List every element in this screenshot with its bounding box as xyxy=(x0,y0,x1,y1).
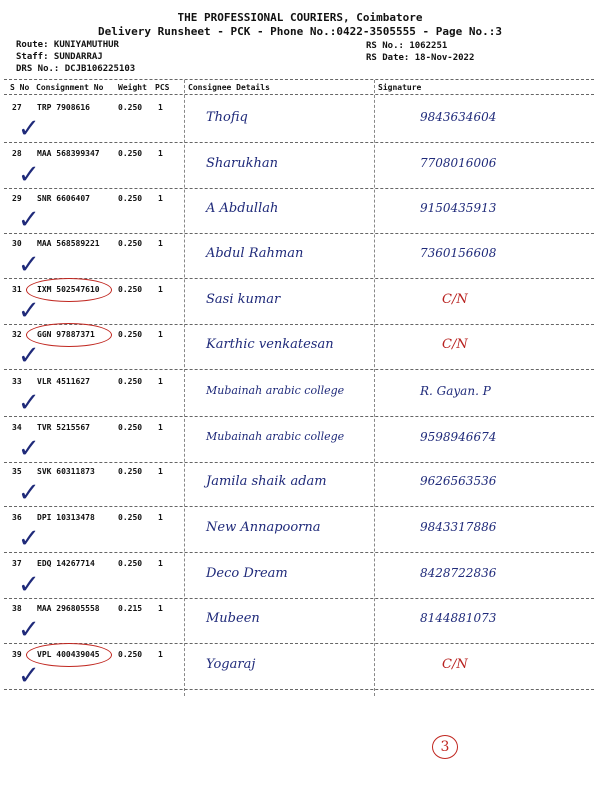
row-pcs: 1 xyxy=(158,513,163,522)
row-sno: 30 xyxy=(12,239,22,248)
row-pcs: 1 xyxy=(158,285,163,294)
row-consignee: Yogaraj xyxy=(206,657,256,672)
signature-divider xyxy=(374,80,375,696)
route-label: Route: KUNIYAMUTHUR xyxy=(16,40,119,50)
row-pcs: 1 xyxy=(158,423,163,432)
col-header-consignment: Consignment No xyxy=(36,83,104,92)
consignment-circle-mark xyxy=(26,643,112,667)
company-title: THE PROFESSIONAL COURIERS, Coimbatore xyxy=(177,11,423,24)
row-signature: 9843317886 xyxy=(420,520,497,534)
page-number-mark: 3 xyxy=(432,735,458,759)
row-separator xyxy=(4,369,594,370)
row-consignment: IXM 502547610 xyxy=(37,285,100,294)
col-header-signature: Signature xyxy=(378,83,422,92)
row-separator xyxy=(4,233,594,234)
row-separator xyxy=(4,506,594,507)
row-consignment: MAA 568589221 xyxy=(37,239,100,248)
row-weight: 0.250 xyxy=(118,194,143,203)
delivered-check-icon: ✓ xyxy=(18,296,40,326)
delivered-check-icon: ✓ xyxy=(18,205,40,235)
col-header-sno: S No xyxy=(10,83,30,92)
row-sno: 28 xyxy=(12,149,22,158)
row-weight: 0.250 xyxy=(118,467,143,476)
row-pcs: 1 xyxy=(158,604,163,613)
row-signature: R. Gayan. P xyxy=(420,384,491,398)
delivered-check-icon: ✓ xyxy=(18,615,40,645)
row-weight: 0.250 xyxy=(118,513,143,522)
drs-label: DRS No.: DCJB106225103 xyxy=(16,64,136,74)
row-weight: 0.215 xyxy=(118,604,143,613)
row-consignee: Mubainah arabic college xyxy=(206,384,345,397)
row-separator xyxy=(4,416,594,417)
row-consignee: Sasi kumar xyxy=(206,292,281,307)
row-weight: 0.250 xyxy=(118,559,143,568)
row-signature: 7708016006 xyxy=(420,156,497,170)
row-sno: 39 xyxy=(12,650,22,659)
consignment-circle-mark xyxy=(26,278,112,302)
row-sno: 38 xyxy=(12,604,22,613)
row-weight: 0.250 xyxy=(118,149,143,158)
row-sno: 33 xyxy=(12,377,22,386)
row-signature: C/N xyxy=(442,292,468,307)
row-consignee: New Annapoorna xyxy=(206,520,321,535)
row-consignee: Jamila shaik adam xyxy=(206,474,327,489)
row-pcs: 1 xyxy=(158,330,163,339)
row-separator xyxy=(4,643,594,644)
row-pcs: 1 xyxy=(158,559,163,568)
row-consignment: SVK 60311873 xyxy=(37,467,95,476)
row-separator xyxy=(4,689,594,690)
row-consignee: Mubeen xyxy=(206,611,260,626)
row-signature: 8144881073 xyxy=(420,611,497,625)
row-sno: 37 xyxy=(12,559,22,568)
delivered-check-icon: ✓ xyxy=(18,341,40,371)
col-header-pcs: PCS xyxy=(155,83,170,92)
delivered-check-icon: ✓ xyxy=(18,160,40,190)
row-separator xyxy=(4,598,594,599)
row-consignee: Sharukhan xyxy=(206,156,278,171)
delivered-check-icon: ✓ xyxy=(18,478,40,508)
row-consignment: MAA 568399347 xyxy=(37,149,100,158)
delivered-check-icon: ✓ xyxy=(18,114,40,144)
row-consignment: MAA 296805558 xyxy=(37,604,100,613)
row-consignment: TVR 5215567 xyxy=(37,423,90,432)
row-pcs: 1 xyxy=(158,149,163,158)
header-bottom-rule xyxy=(4,94,594,95)
delivered-check-icon: ✓ xyxy=(18,570,40,600)
row-pcs: 1 xyxy=(158,377,163,386)
row-weight: 0.250 xyxy=(118,377,143,386)
row-consignment: DPI 10313478 xyxy=(37,513,95,522)
row-signature: C/N xyxy=(442,337,468,352)
row-pcs: 1 xyxy=(158,103,163,112)
delivered-check-icon: ✓ xyxy=(18,524,40,554)
col-header-consignee: Consignee Details xyxy=(188,83,270,92)
row-sno: 32 xyxy=(12,330,22,339)
row-separator xyxy=(4,552,594,553)
row-signature: 9598946674 xyxy=(420,430,497,444)
row-sno: 34 xyxy=(12,423,22,432)
row-consignee: Deco Dream xyxy=(206,566,288,581)
row-separator xyxy=(4,142,594,143)
row-pcs: 1 xyxy=(158,467,163,476)
rs-date-label: RS Date: 18-Nov-2022 xyxy=(366,53,475,63)
row-consignment: SNR 6606407 xyxy=(37,194,90,203)
row-separator xyxy=(4,462,594,463)
row-signature: 8428722836 xyxy=(420,566,497,580)
row-consignment: VPL 400439045 xyxy=(37,650,100,659)
rs-no-label: RS No.: 1062251 xyxy=(366,41,448,51)
consignee-divider xyxy=(184,80,185,696)
row-sno: 35 xyxy=(12,467,22,476)
delivered-check-icon: ✓ xyxy=(18,250,40,280)
runsheet-title: Delivery Runsheet - PCK - Phone No.:0422-3505555 - Page No.:3 xyxy=(98,25,502,38)
table-top-rule xyxy=(4,79,594,80)
row-sno: 29 xyxy=(12,194,22,203)
row-consignee: Thofiq xyxy=(206,110,248,125)
row-consignee: Karthic venkatesan xyxy=(206,337,334,352)
row-consignment: EDQ 14267714 xyxy=(37,559,95,568)
delivered-check-icon: ✓ xyxy=(18,661,40,691)
row-sno: 27 xyxy=(12,103,22,112)
row-consignment: VLR 4511627 xyxy=(37,377,90,386)
row-weight: 0.250 xyxy=(118,103,143,112)
row-sno: 31 xyxy=(12,285,22,294)
row-consignee: A Abdullah xyxy=(206,201,279,216)
row-weight: 0.250 xyxy=(118,285,143,294)
row-signature: 9626563536 xyxy=(420,474,497,488)
staff-label: Staff: SUNDARRAJ xyxy=(16,52,103,62)
delivered-check-icon: ✓ xyxy=(18,434,40,464)
row-weight: 0.250 xyxy=(118,423,143,432)
consignment-circle-mark xyxy=(26,323,112,347)
row-sno: 36 xyxy=(12,513,22,522)
row-consignment: TRP 7908616 xyxy=(37,103,90,112)
row-weight: 0.250 xyxy=(118,330,143,339)
row-pcs: 1 xyxy=(158,650,163,659)
row-signature: C/N xyxy=(442,657,468,672)
row-separator xyxy=(4,188,594,189)
row-weight: 0.250 xyxy=(118,239,143,248)
row-weight: 0.250 xyxy=(118,650,143,659)
row-separator xyxy=(4,278,594,279)
row-consignee: Mubainah arabic college xyxy=(206,430,345,443)
row-consignment: GGN 97887371 xyxy=(37,330,95,339)
row-signature: 9150435913 xyxy=(420,201,497,215)
row-signature: 7360156608 xyxy=(420,246,497,260)
row-signature: 9843634604 xyxy=(420,110,497,124)
row-consignee: Abdul Rahman xyxy=(206,246,304,261)
row-pcs: 1 xyxy=(158,239,163,248)
delivered-check-icon: ✓ xyxy=(18,388,40,418)
col-header-weight: Weight xyxy=(118,83,147,92)
row-pcs: 1 xyxy=(158,194,163,203)
